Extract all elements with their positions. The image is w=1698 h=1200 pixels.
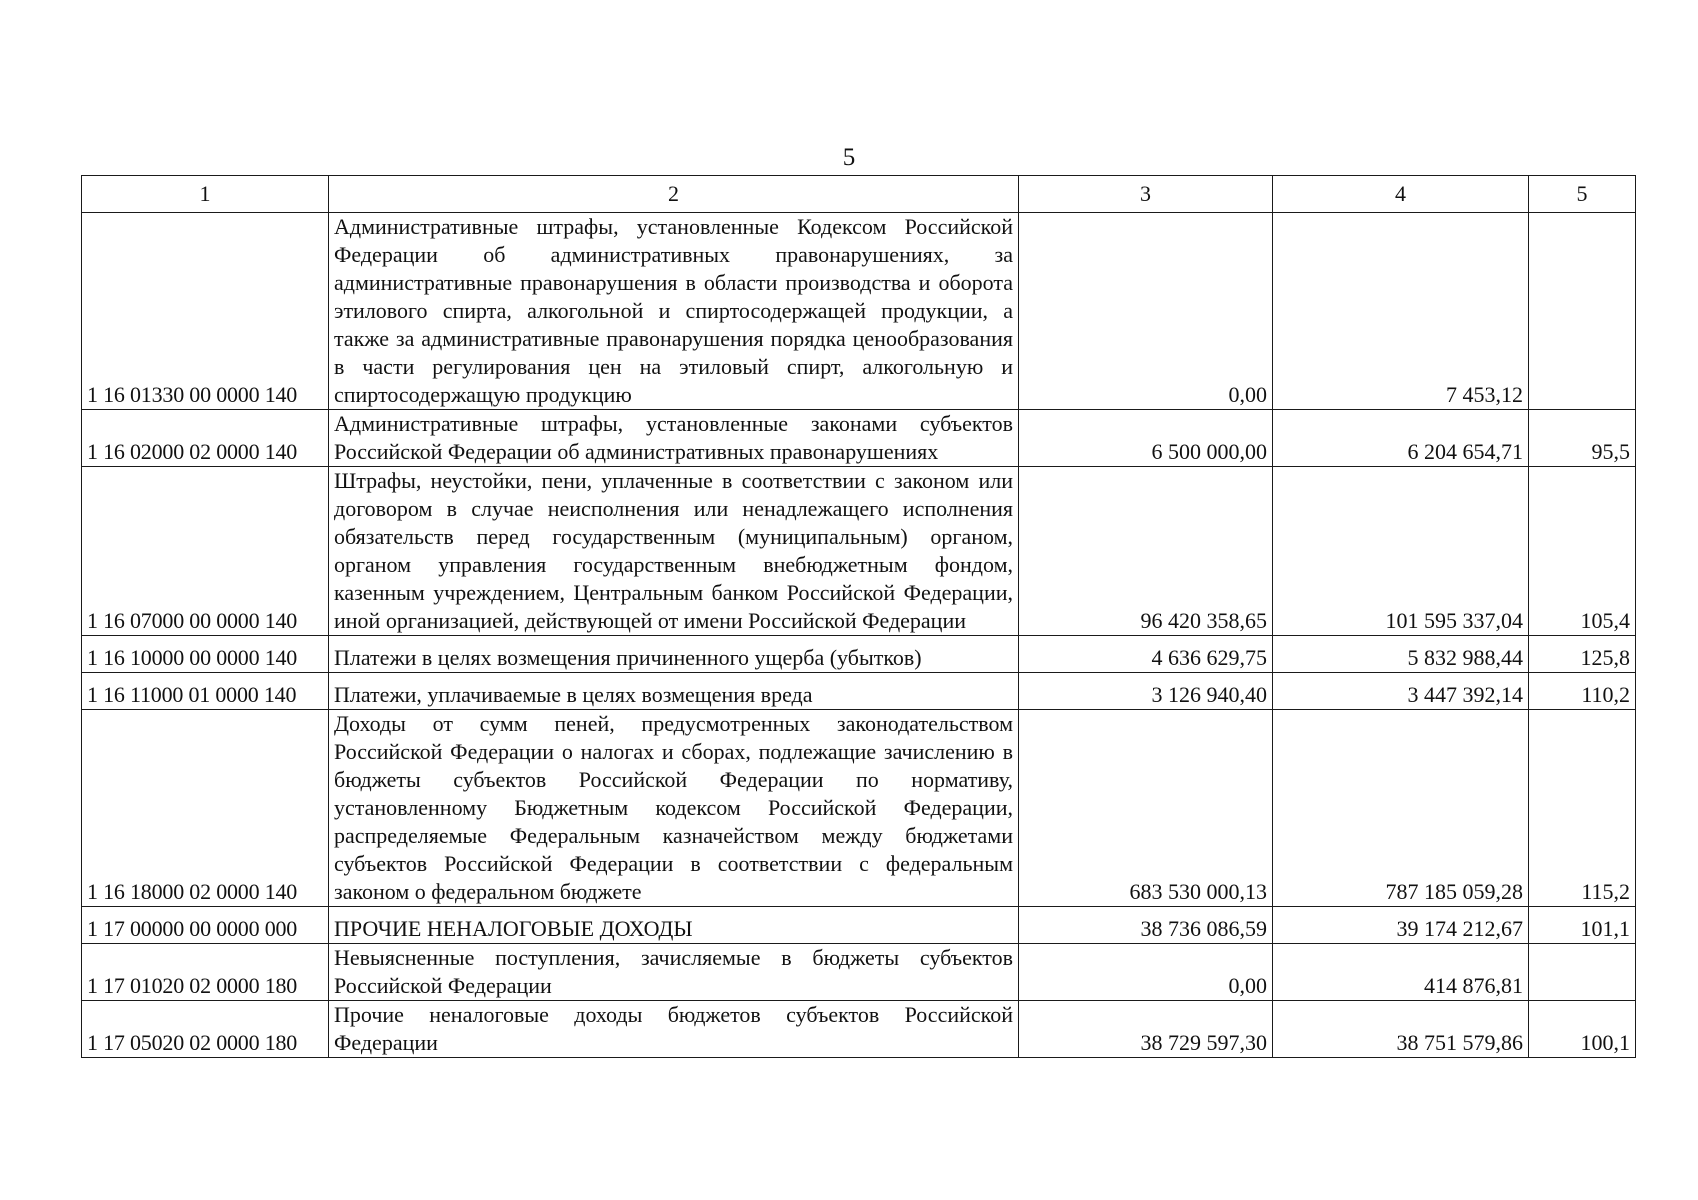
row-col3-value: 96 420 358,65 (1019, 467, 1273, 636)
row-code: 1 16 07000 00 0000 140 (82, 467, 329, 636)
header-col-3: 3 (1019, 176, 1273, 213)
row-col3-value: 683 530 000,13 (1019, 710, 1273, 907)
row-name: Платежи, уплачиваемые в целях возмещения вреда (329, 673, 1019, 710)
row-col5-value (1529, 213, 1636, 410)
row-name: Платежи в целях возмещения причиненного ущерба (убытков) (329, 636, 1019, 673)
row-col4-value: 39 174 212,67 (1273, 907, 1529, 944)
row-col4-value: 3 447 392,14 (1273, 673, 1529, 710)
table-row (82, 1001, 1636, 1058)
row-name: Прочие неналоговые доходы бюджетов субъектов Российской Федерации (329, 1001, 1019, 1058)
row-col5-value: 125,8 (1529, 636, 1636, 673)
row-col5-value: 105,4 (1529, 467, 1636, 636)
row-col4-value: 38 751 579,86 (1273, 1001, 1529, 1058)
row-col3-value: 0,00 (1019, 213, 1273, 410)
row-name: Доходы от сумм пеней, предусмотренных законодательством Российской Федерации о налогах и сборах, подлежащие зачислению в бюджеты субъектов Российской Федерации по нормативу, установленному Бюджетным кодексом Российской Федерации, распределяемые Федеральным казначейством между бюджетами субъектов Российской Федерации в соответствии с федеральным законом о федеральном бюджете (329, 710, 1019, 907)
header-row (82, 176, 1636, 213)
row-col5-value: 110,2 (1529, 673, 1636, 710)
row-col4-value: 5 832 988,44 (1273, 636, 1529, 673)
table-row (82, 710, 1636, 907)
table-row (82, 467, 1636, 636)
row-name: Административные штрафы, установленные законами субъектов Российской Федерации об административных правонарушениях (329, 410, 1019, 467)
table-row (82, 907, 1636, 944)
row-col5-value: 95,5 (1529, 410, 1636, 467)
row-code: 1 16 18000 02 0000 140 (82, 710, 329, 907)
header-col-1: 1 (82, 176, 329, 213)
row-code: 1 16 01330 00 0000 140 (82, 213, 329, 410)
row-col4-value: 6 204 654,71 (1273, 410, 1529, 467)
revenue-table (81, 175, 1636, 1058)
table-row (82, 673, 1636, 710)
row-col3-value: 6 500 000,00 (1019, 410, 1273, 467)
row-name: ПРОЧИЕ НЕНАЛОГОВЫЕ ДОХОДЫ (329, 907, 1019, 944)
row-col3-value: 38 729 597,30 (1019, 1001, 1273, 1058)
table-row (82, 944, 1636, 1001)
row-code: 1 16 02000 02 0000 140 (82, 410, 329, 467)
row-col5-value: 101,1 (1529, 907, 1636, 944)
row-col4-value: 787 185 059,28 (1273, 710, 1529, 907)
page-number: 5 (842, 144, 856, 171)
row-col4-value: 7 453,12 (1273, 213, 1529, 410)
row-name: Штрафы, неустойки, пени, уплаченные в соответствии с законом или договором в случае неисполнения или ненадлежащего исполнения обязательств перед государственным (муниципальным) органом, органом управления государственным внебюджетным фондом, казенным учреждением, Центральным банком Российской Федерации, иной организацией, действующей от имени Российской Федерации (329, 467, 1019, 636)
header-col-4: 4 (1273, 176, 1529, 213)
table-row (82, 410, 1636, 467)
table-row (82, 636, 1636, 673)
row-col3-value: 38 736 086,59 (1019, 907, 1273, 944)
row-code: 1 17 00000 00 0000 000 (82, 907, 329, 944)
row-col3-value: 0,00 (1019, 944, 1273, 1001)
row-col4-value: 414 876,81 (1273, 944, 1529, 1001)
row-col3-value: 4 636 629,75 (1019, 636, 1273, 673)
row-code: 1 16 10000 00 0000 140 (82, 636, 329, 673)
row-col3-value: 3 126 940,40 (1019, 673, 1273, 710)
header-col-2: 2 (329, 176, 1019, 213)
row-col4-value: 101 595 337,04 (1273, 467, 1529, 636)
row-code: 1 17 05020 02 0000 180 (82, 1001, 329, 1058)
header-col-5: 5 (1529, 176, 1636, 213)
table-row (82, 213, 1636, 410)
row-code: 1 16 11000 01 0000 140 (82, 673, 329, 710)
row-col5-value (1529, 944, 1636, 1001)
row-col5-value: 115,2 (1529, 710, 1636, 907)
row-name: Административные штрафы, установленные Кодексом Российской Федерации об административных правонарушениях, за административные правонарушения в области производства и оборота этилового спирта, алкогольной и спиртосодержащей продукции, а также за административные правонарушения порядка ценообразования в части регулирования цен на этиловый спирт, алкогольную и спиртосодержащую продукцию (329, 213, 1019, 410)
row-col5-value: 100,1 (1529, 1001, 1636, 1058)
row-code: 1 17 01020 02 0000 180 (82, 944, 329, 1001)
row-name: Невыясненные поступления, зачисляемые в бюджеты субъектов Российской Федерации (329, 944, 1019, 1001)
